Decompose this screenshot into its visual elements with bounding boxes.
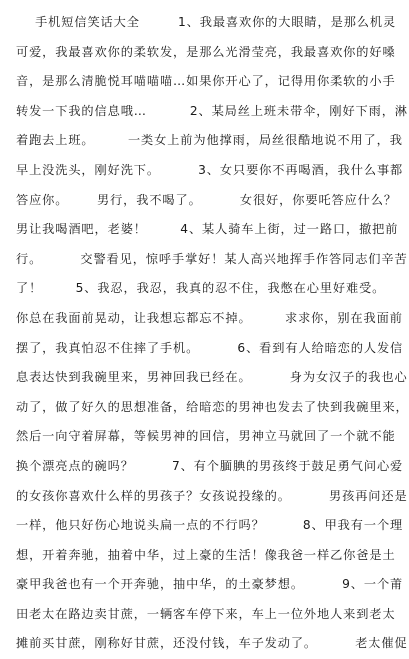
text-line: 行。 交警看见，惊呼手掌好！某人高兴地挥手作答同志们辛苦 <box>16 251 408 266</box>
text-line: 可爱，我最喜欢你的柔软发，是那么光滑莹亮，我最喜欢你的好嗓 <box>16 44 396 59</box>
text-line: 换个漂亮点的碗吗？ 7、有个腼腆的男孩终于鼓足勇气问心爱 <box>16 458 404 473</box>
text-line: 摊前买甘蔗，刚称好甘蔗，还没付钱，车子发动了。 老太催促 <box>16 636 408 651</box>
text-line: 想，开着奔驰，抽着中华，过上豪的生活！像我爸一样乙你爸是土 <box>16 547 396 562</box>
text-line: 答应你。 男行，我不喝了。 女很好，你要吒答应什么？ <box>16 192 397 207</box>
text-line: 早上没洗头，刚好洗下。 3、女只要你不再喝酒，我什么事都 <box>16 162 404 177</box>
text-line: 手机短信笑话大全 1、我最喜欢你的大眼睛，是那么机灵 <box>16 15 397 29</box>
text-line: 了！ 5、我忍，我忍，我真的忍不住，我憋在心里好难受。 <box>16 281 386 296</box>
text-line: 你总在我面前晃动，让我想忘都忘不掉。 求求你，别在我面前 <box>16 310 403 325</box>
text-line: 豪甲我爸也有一个开奔驰，抽中华，的土豪梦想。 9、一个莆 <box>16 577 404 592</box>
text-line: 息表达快到我碗里来，男神回我已经在。 身为女汉子的我也心 <box>16 370 408 385</box>
text-line: 音，是那么清脆悦耳喵喵喵…如果你开心了，记得用你柔软的小手 <box>16 74 396 89</box>
text-line: 田老太在路边卖甘蔗，一辆客车停下来，车上一位外地人来到老太 <box>16 606 396 621</box>
text-line: 一样，他只好伤心地说头扁一点的不行吗？ 8、甲我有一个理 <box>16 518 404 533</box>
text-line: 男让我喝酒吧，老婆！ 4、某人骑车上街，过一路口，撤把前 <box>16 222 399 237</box>
text-line: 着跑去上班。 一类女上前为他撑雨，局丝很酷地说不用了，我 <box>16 133 403 148</box>
text-line: 的女孩你喜欢什么样的男孩子？女孩说投缘的。 男孩再问还是 <box>16 488 408 503</box>
text-line: 摆了，我真怕忍不住摔了手机。 6、看到有人给暗恋的人发信 <box>16 340 404 355</box>
text-line: 转发一下我的信息哦… 2、某局丝上班未带伞，刚好下雨，淋 <box>16 103 408 118</box>
text-line: 动了，做了好久的思想准备，给暗恋的男神也发去了快到我碗里来， <box>16 399 409 414</box>
text-line: 然后一向守着屏幕，等候男神的回信，男神立马就回了一个就不能 <box>16 429 396 444</box>
